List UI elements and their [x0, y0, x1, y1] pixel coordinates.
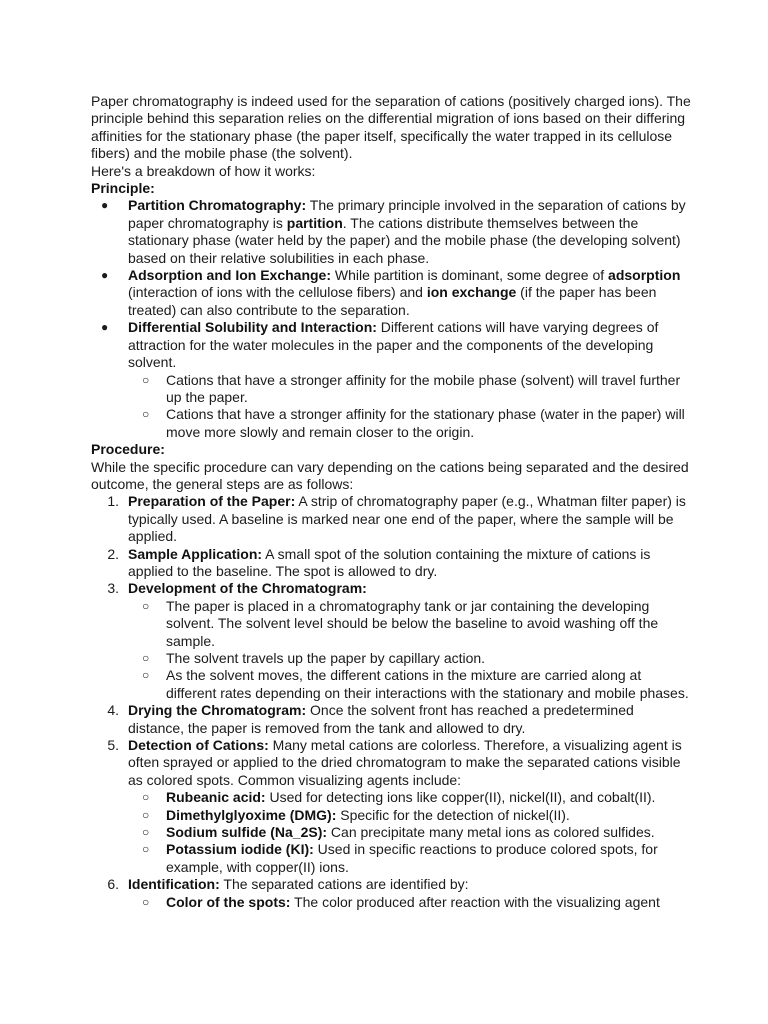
- step-item: 4. Drying the Chromatogram: Once the solvent front has reached a predetermined distance, the paper is removed from the tank and allowed to dry.: [91, 702, 691, 737]
- circle-bullet-icon: ○: [142, 598, 150, 613]
- bullet-icon: ●: [101, 198, 109, 213]
- circle-bullet-icon: ○: [142, 842, 150, 857]
- procedure-heading: Procedure:: [91, 441, 165, 458]
- step-number: 3.: [107, 580, 119, 597]
- step-item: 1. Preparation of the Paper: A strip of chromatography paper (e.g., Whatman filter paper) is typically used. A baseline is marked near one end of the paper, where the sample will be applied.: [91, 493, 691, 545]
- sub-list-item: ○ As the solvent moves, the different cations in the mixture are carried along at different rates depending on their interactions with the stationary and mobile phases.: [142, 667, 689, 701]
- step-title: Sample Application:: [128, 545, 263, 562]
- circle-bullet-icon: ○: [142, 825, 150, 840]
- step-title: Drying the Chromatogram:: [128, 702, 307, 719]
- circle-bullet-icon: ○: [142, 407, 150, 422]
- step-title: Detection of Cations:: [128, 737, 269, 754]
- circle-bullet-icon: ○: [142, 372, 150, 387]
- sub-list-item: ○ Cations that have a stronger affinity for the stationary phase (water in the paper) will move more slowly and remain closer to the origin.: [142, 406, 685, 440]
- sub-list-item: ○ The solvent travels up the paper by capillary action.: [142, 650, 486, 666]
- sub-list-item: ○ Sodium sulfide (Na_2S): Can precipitate many metal ions as colored sulfides.: [142, 824, 655, 841]
- circle-bullet-icon: ○: [142, 668, 150, 683]
- step-number: 4.: [107, 702, 119, 719]
- document-page: [91, 93, 691, 911]
- procedure-intro: While the specific procedure can vary depending on the cations being separated and the desired outcome, the general steps are as follows:: [91, 458, 689, 492]
- sub-list-item: ○ Potassium iodide (KI): Used in specific reactions to produce colored spots, for example, with copper(II) ions.: [142, 841, 658, 875]
- intro-paragraph: Paper chromatography is indeed used for the separation of cations (positively charged ions). The principle behind this separation relies on the differential migration of ions based on their differing affinities for the stationary phase (the paper itself, specifically the water trapped in its cellulose fibers) and the mobile phase (the solvent).: [91, 93, 691, 162]
- step-item: 6. Identification: The separated cations are identified by:: [91, 876, 691, 893]
- circle-bullet-icon: ○: [142, 807, 150, 822]
- step-number: 2.: [107, 545, 119, 562]
- sub-list-item: ○ Dimethylglyoxime (DMG): Specific for the detection of nickel(II).: [142, 806, 570, 823]
- step-item: 2. Sample Application: A small spot of the solution containing the mixture of cations is applied to the baseline. The spot is allowed to dry.: [91, 546, 691, 581]
- bullet-icon: ●: [101, 320, 109, 335]
- step-item: [91, 580, 691, 597]
- sub-list-item: ○ Color of the spots: The color produced after reaction with the visualizing agent: [142, 893, 660, 910]
- item-title: Partition Chromatography:: [128, 197, 307, 214]
- procedure-steps: [91, 493, 691, 911]
- list-item: ● Differential Solubility and Interaction: Different cations will have varying degrees of attraction for the water molecules in the paper and the components of the developing solvent.: [101, 319, 659, 371]
- principle-heading: Principle:: [91, 180, 155, 197]
- item-title: Differential Solubility and Interaction:: [128, 319, 377, 336]
- list-item: ● Partition Chromatography: The primary principle involved in the separation of cations by paper chromatography is partition. The cations distribute themselves between the stationary phase (water held by the paper) and the mobile phase (the developing solvent) based on their relative solubilities in each phase.: [101, 197, 686, 266]
- sub-list-item: ○ Cations that have a stronger affinity for the mobile phase (solvent) will travel further up the paper.: [142, 371, 681, 405]
- step-item: 5. Detection of Cations: Many metal cations are colorless. Therefore, a visualizing agent is often sprayed or applied to the dried chromatogram to make the separated cations visible as colored spots. Common visualizing agents include:: [91, 737, 691, 789]
- intro-lead-in: Here's a breakdown of how it works:: [91, 162, 316, 179]
- principle-list: [91, 197, 691, 441]
- step-number: 5.: [107, 737, 119, 754]
- item-title: Adsorption and Ion Exchange:: [128, 267, 332, 284]
- step-title: Identification:: [128, 876, 220, 893]
- list-item: ● Adsorption and Ion Exchange: While partition is dominant, some degree of adsorption (interaction of ions with the cellulose fibers) and ion exchange (if the paper has been treated) can also contribute to the separation.: [101, 267, 681, 318]
- bullet-icon: ●: [101, 268, 109, 283]
- step-number: 1.: [107, 493, 119, 510]
- step-title: Development of the Chromatogram:: [128, 580, 367, 597]
- step-number: 6.: [107, 876, 119, 893]
- sub-list-item: ○ Rubeanic acid: Used for detecting ions like copper(II), nickel(II), and cobalt(II).: [142, 789, 656, 806]
- circle-bullet-icon: ○: [142, 651, 150, 665]
- step-title: Preparation of the Paper:: [128, 493, 296, 510]
- sub-list-item: ○ The paper is placed in a chromatography tank or jar containing the developing solvent. The solvent level should be below the baseline to avoid washing off the sample.: [142, 597, 659, 649]
- circle-bullet-icon: ○: [142, 894, 150, 909]
- circle-bullet-icon: ○: [142, 790, 150, 805]
